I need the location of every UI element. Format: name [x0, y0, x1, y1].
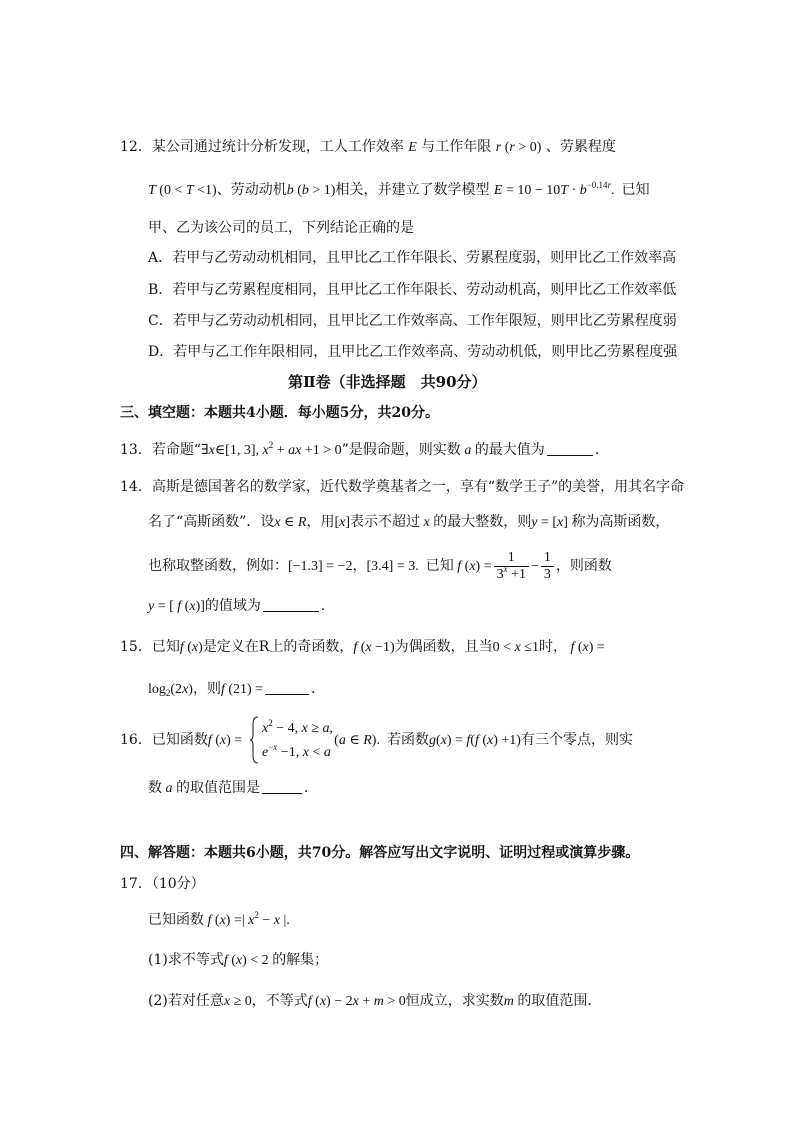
q17-text-2b: ，不等式 [251, 993, 308, 1009]
q16-text-c: 有三个零点，则实 [520, 732, 633, 748]
q14-text-4c: ． [320, 598, 335, 614]
q14-fraction-2: $\frac{1}{3}$ [541, 550, 554, 583]
q16-text-2b: 的取值范围是 [176, 780, 260, 796]
q14-line-1: 14．高斯是德国著名的数学家，近代数学奠基者之一，享有“数学王子”的美誉，用其名字命 [120, 479, 685, 495]
q15-text-2b: ，则 [192, 681, 221, 697]
q15-text-1c: 为偶函数，且当 [394, 639, 493, 655]
q15-text-1a: 15．已知 [120, 639, 180, 655]
q17-text-1b: 的解集； [272, 952, 329, 968]
q12-line-3: 甲、乙为该公司的员工，下列结论正确的是 [148, 220, 414, 236]
q16-text-2c: ． [304, 780, 318, 796]
q14-text-3d: ，则函数 [555, 558, 612, 574]
q16-text-a: 16．已知函数 [120, 732, 208, 748]
q16-answer-blank[interactable] [262, 779, 302, 794]
q14-text-2e: 称为高斯函数， [571, 514, 670, 530]
q17-text-intro: 已知函数 [148, 912, 204, 928]
piecewise-brace-icon [250, 716, 260, 764]
q14-text-2a: 名了“高斯函数”．设 [148, 514, 275, 530]
part2-title: 第Ⅱ卷（非选择题 共90分） [288, 373, 487, 391]
q14-answer-blank[interactable] [263, 597, 319, 612]
q14-line-2: 名了“高斯函数”．设x ∈ R，用[x]表示不超过 x 的最大整数，则y = [x] 称为高斯函数， [148, 514, 670, 530]
q12-text-1b: 与工作年限 [421, 139, 492, 155]
q16-text-2a: 数 [148, 780, 162, 796]
q15-line-1: 15．已知f (x)是定义在R上的奇函数，f (x −1)为偶函数，且当0 < x ≤1时， f (x) = [120, 639, 605, 655]
q12-text-2c: 已知 [621, 182, 650, 198]
q14-text-2d: 的最大整数，则 [433, 514, 532, 530]
q12-text-1: 12．某公司通过统计分析发现，工人工作效率 [120, 139, 404, 155]
q15-text-2c: ． [311, 681, 326, 697]
q12-line-1: 12．某公司通过统计分析发现，工人工作效率 E 与工作年限 r (r > 0) 、劳累程度 [120, 139, 616, 155]
q12-line-2: T (0 < T <1)、劳动动机b (b > 1)相关，并建立了数学模型 $E = 10 - 10T \cdot b^{-0.14r}$. 已知 [148, 180, 650, 198]
q15-answer-blank[interactable] [265, 680, 309, 695]
section4-heading: 四、解答题：本题共6小题，共70分。解答应写出文字说明、证明过程或演算步骤。 [120, 845, 640, 861]
q13-answer-blank[interactable] [547, 441, 593, 456]
q14-line-3: 也称取整函数，例如：[−1.3] = −2，[3.4] = 3. 已知 f (x) = $\frac{1}{3^x +1}$ − $\frac{1}{3}$ ，则函数 [148, 549, 612, 582]
q14-text-2b: ，用 [306, 514, 335, 530]
section3-heading: 三、填空题：本题共4小题．每小题5分，共20分。 [120, 405, 439, 421]
q14-text-3a: 也称取整函数，例如： [148, 558, 288, 574]
q12-option-b: B．若甲与乙劳累程度相同，且甲比乙工作年限长、劳动动机高，则甲比乙工作效率低 [148, 282, 677, 298]
q13-text-d: ． [594, 442, 609, 458]
q17-text-1a: (1)求不等式 [148, 952, 224, 968]
q17-part-1: (1)求不等式f (x) < 2 的解集； [148, 952, 329, 968]
q16-line-2: 数 a 的取值范围是 ． [148, 780, 318, 796]
q17-text-2d: 的取值范围． [517, 993, 602, 1009]
q13-text-a: 13．若命题“ [120, 442, 201, 458]
q12-text-1c: 、劳累程度 [545, 139, 616, 155]
q14-text-3c: 已知 [425, 558, 454, 574]
q12-math-E: E [408, 140, 417, 155]
q15-text-1d: 时， [538, 639, 567, 655]
q12-option-c: C．若甲与乙劳动动机相同，且甲比乙工作效率高、工作年限短，则甲比乙劳累程度弱 [148, 313, 677, 329]
q12-math-r: r [495, 140, 502, 155]
q15-line-2: $\log_2(2x)$，则f (21) = ． [148, 681, 326, 698]
q15-text-1b: 是定义在R上的奇函数， [202, 639, 354, 655]
q17-text-2c: 恒成立，求实数 [405, 993, 504, 1009]
q12-text-2a: 、劳动动机 [216, 182, 287, 198]
q14-text-3b: ， [352, 558, 367, 574]
q17-title: 17．（10分） [120, 876, 205, 892]
q14-line-4: y = [ f (x)]的值域为 ． [148, 598, 335, 614]
q17-part-2: (2)若对任意x ≥ 0，不等式f (x) − 2x + m > 0恒成立，求实数m 的取值范围． [148, 993, 602, 1009]
q17-intro: 已知函数 f (x) =| $x^2 - x$ |. [148, 910, 290, 928]
q12-text-2b: 相关，并建立了数学模型 [335, 182, 490, 198]
q14-text-4b: 的值域为 [204, 598, 261, 614]
q14-text-2c: 表示不超过 [350, 514, 421, 530]
q12-option-d: D．若甲与乙工作年限相同，且甲比乙工作效率高、劳动动机低，则甲比乙劳累程度强 [148, 344, 678, 360]
q13-text-b: ”是假命题，则实数 [341, 442, 461, 458]
q13: 13．若命题“∃x∈[1, 3], $x^2$ + ax +1 > 0”是假命题，则实数 a 的最大值为 ． [120, 440, 609, 458]
q12-option-a: A．若甲与乙劳动动机相同，且甲比乙工作年限长、劳累程度弱，则甲比乙工作效率高 [148, 250, 677, 266]
q17-text-2a: (2)若对任意 [148, 993, 224, 1009]
q16-line-1: 16．已知函数f (x) = (a ∈ R). 若函数g(x) = f(f (x) +1)有三个零点，则实 [120, 732, 633, 748]
q14-fraction-1: $\frac{1}{3^x +1}$ [494, 550, 529, 583]
q13-text-c: 的最大值为 [474, 442, 545, 458]
q16-text-b: 若函数 [386, 732, 429, 748]
